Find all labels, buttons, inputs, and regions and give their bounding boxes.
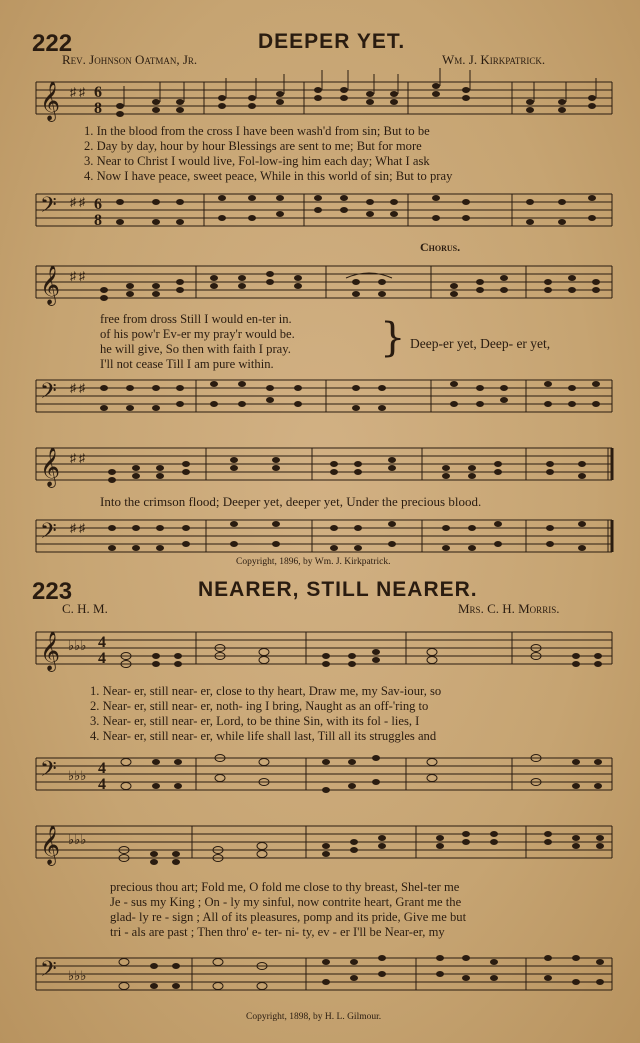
svg-text:4: 4 (98, 650, 106, 667)
lyric-line: Je - sus my King ; On - ly my sinful, now contrite heart, Grant me the (110, 895, 462, 909)
hymn-title: NEARER, STILL NEARER. (198, 578, 478, 601)
svg-text:𝄞: 𝄞 (40, 827, 61, 864)
composer-credit: Mrs. C. H. Morris. (458, 601, 560, 616)
bass-staff (36, 950, 616, 1000)
verse-lyrics (90, 684, 441, 744)
treble-staff (36, 74, 616, 122)
svg-text:8: 8 (94, 212, 102, 229)
lyric-line: of his pow'r Ev-er my pray'r would be. (100, 327, 295, 341)
svg-text:4: 4 (98, 776, 106, 793)
svg-text:4: 4 (98, 634, 106, 651)
svg-text:𝄢: 𝄢 (40, 379, 57, 408)
verse-lyrics (100, 312, 295, 372)
svg-text:♯ ♯: ♯ ♯ (70, 195, 85, 209)
svg-text:𝄞: 𝄞 (40, 83, 61, 120)
lyric-line: 3. Near- er, still near- er, Lord, to be thine Sin, with its fol - lies, I (90, 714, 420, 728)
svg-text:𝄢: 𝄢 (40, 519, 57, 548)
svg-text:♭♭♭: ♭♭♭ (68, 638, 87, 653)
svg-text:♭♭♭: ♭♭♭ (68, 968, 87, 983)
svg-text:𝄢: 𝄢 (40, 193, 57, 222)
lyric-line: 3. Near to Christ I would live, Fol-low-ing him each day; What I ask (84, 154, 430, 168)
svg-text:8: 8 (94, 100, 102, 117)
svg-text:𝄢: 𝄢 (40, 757, 57, 786)
treble-staff (36, 814, 616, 866)
svg-text:♯ ♯: ♯ ♯ (70, 381, 85, 395)
lyric-line: 1. In the blood from the cross I have been wash'd from sin; But to be (84, 124, 430, 138)
lyric-line: 4. Now I have peace, sweet peace, While in this world of sin; But to pray (84, 169, 453, 183)
lyric-line: 2. Day by day, hour by hour Blessings are sent to me; But for more (84, 139, 422, 153)
treble-staff (36, 436, 616, 488)
hymn-number: 222 (32, 30, 73, 57)
svg-text:♯ ♯: ♯ ♯ (70, 269, 85, 283)
svg-text:𝄢: 𝄢 (40, 957, 57, 986)
chorus-lyrics: Into the crimson flood; Deeper yet, deeper yet, Under the precious blood. (100, 494, 482, 509)
bass-staff (36, 512, 616, 560)
lyric-line: precious thou art; Fold me, O fold me close to thy breast, Shel-ter me (110, 880, 460, 894)
svg-text:♯ ♯: ♯ ♯ (70, 521, 85, 535)
svg-text:𝄞: 𝄞 (40, 267, 61, 304)
chorus-label: Chorus. (420, 240, 461, 254)
lyricist-credit: C. H. M. (62, 601, 108, 616)
bass-staff (36, 186, 616, 234)
svg-text:♯ ♯: ♯ ♯ (70, 451, 85, 465)
svg-text:4: 4 (98, 760, 106, 777)
bass-staff (36, 750, 616, 800)
brace: } (380, 315, 406, 361)
svg-text:𝄞: 𝄞 (40, 633, 61, 670)
lyric-line: 1. Near- er, still near- er, close to thy heart, Draw me, my Sav-iour, so (90, 684, 442, 698)
composer-credit: Wm. J. Kirkpatrick. (442, 52, 546, 67)
bass-staff (36, 372, 616, 422)
lyric-line: tri - als are past ; Then thro' e- ter- ni- ty, ev - er I'll be Near-er, my (110, 925, 445, 939)
verse-lyrics (84, 124, 452, 184)
lyric-line: 4. Near- er, still near- er, while life shall last, Till all its struggles and (90, 729, 437, 743)
lyric-line: I'll not cease Till I am pure within. (100, 357, 274, 371)
verse-lyrics (110, 880, 466, 940)
treble-staff (36, 254, 616, 306)
svg-text:♯ ♯: ♯ ♯ (70, 85, 85, 99)
hymn-number: 223 (32, 578, 73, 605)
svg-text:6: 6 (94, 84, 102, 101)
svg-text:6: 6 (94, 196, 102, 213)
svg-text:𝄞: 𝄞 (40, 449, 61, 486)
lyric-line: he will give, So then with faith I pray. (100, 342, 291, 356)
lyric-line: glad- ly re - sign ; All of its pleasures, pomp and its pride, Give me but (110, 910, 467, 924)
svg-text:♭♭♭: ♭♭♭ (68, 832, 87, 847)
hymn-title: DEEPER YET. (258, 30, 406, 53)
svg-text:♭♭♭: ♭♭♭ (68, 768, 87, 783)
lyric-line: 2. Near- er, still near- er, noth- ing I bring, Naught as an off-'ring to (90, 699, 429, 713)
chorus-lyrics: Deep-er yet, Deep- er yet, (410, 336, 551, 351)
copyright-notice: Copyright, 1898, by H. L. Gilmour. (246, 1012, 382, 1022)
copyright-notice: Copyright, 1896, by Wm. J. Kirkpatrick. (236, 557, 391, 567)
treble-staff (36, 624, 616, 676)
lyric-line: free from dross Still I would en-ter in. (100, 312, 292, 326)
lyricist-credit: Rev. Johnson Oatman, Jr. (62, 52, 198, 67)
